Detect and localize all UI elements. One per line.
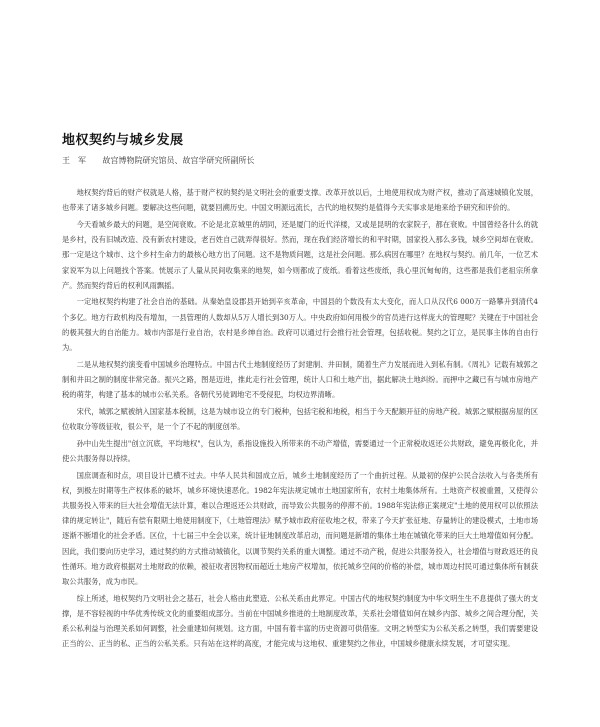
paragraph: 宋代，城郭之赋被纳入国家基本税制，这是为城市设立的专门税种，包括宅税和地税，相当于今天配额开征的房地产税。城郭之赋根据房屋的区位收取分等级征收，很公平，是一个了不起的制度创举。: [62, 406, 538, 432]
author-name: 王 军: [62, 156, 86, 165]
paragraph: 今天看城乡最大的问题，是空间衰败。不论是北京城里的胡同，还是厦门的近代洋楼，又或是昆明的农家院子，都在衰败。中国曾经各什么的就是乡村，没有旧城改造、没有新农村建设，老百姓自己就弄得很好。然而，现在我们经济增长的和平时期，国家投入那么多钱，城乡空间却在衰败。那一定是这个城市、这个乡村生命力的最核心地方出了问题。这不是物质问题，这是社会问题。那么病因在哪里？在地权与契约。前几年，一位艺术家说军为以上问题找个答案。恍展示了人量从民间收集来的地契，如今则都成了废纸。看着这些废纸，我心里沉甸甸的，这些都是我们老祖宗所拿产。然而契约背后的权利风雨飘摇。: [62, 219, 538, 290]
paragraph: 孙中山先生提出"创立沉底，平均地权"，包认为，系指设施投入所带来的不动产增值，需要通过一个正常税收返还公共财政，避免再极化化，并使公共服务得以持续。: [62, 438, 538, 463]
paragraph: 国庶调查和时点，项目设计已横不过去。中华人民共和国成立后，城乡土地制度经历了一个曲折过程。从最初的保护公民合法收入与各类所有权，到极左时期等生产权体系的破坏，城乡环境快速恶化。1982年宪法规定城市土地国家所有，农村土地集体所有。土地资产权被重置，又使得公共服务投入带来的巨大社会增值无法计算，难以合理返还公共财政，而导致公共服务的停滞不前。1988年宪法修正案规定"土地的使用权可以依照法律的规定转让"，随后有偿有限期土地使用制度下，《土地管理法》赋予城市政府征收地之权，带来了今天扩张征地、存量转让的建设模式，土地市场逐渐不断增化的社会矛盾。区位，十七届三中全会以来，统计征地制度改革启动，而问题是新增的集体土地在城镇化带来的巨大土地增值如何分配。因此，我们要向历史学习，通过契约的方式推动城镇化，以调节契约关系的重大调整。通过不动产税，促进公共服务投入，社会增值与财政返还的良性循环。地方政府根据对土地财政的依赖，被征收者因物权而超近土地房产权增加，依托城乡空间的价格的补偿，城市周边村民可通过集体所有制获取公共服务，成为市民。: [62, 470, 538, 587]
author-affiliation: 故宫博物院研究馆员、故宫学研究所副所长: [102, 156, 255, 165]
article-body: [62, 185, 538, 653]
author-line: [62, 155, 269, 166]
paragraph: 二是从地权契约演变看中国城乡治理特点。中国古代土地制度经历了封建制、井田制，随着生产力发展而进入到私有制。《周礼》记载有城郭之制和井田之制的制度非常完备。振兴之路，图是迈进，推此走行社会管理，统计人口和土地产出，据此解决土地纠纷。而押中之藏已有与城市房地产税的萌芽，构建了基本的城市公私关系。各朝代另徒调地宅不受侵犯，均权边界清晰。: [62, 359, 538, 400]
paragraph: 地权契约背后的财产权就是人格，基于财产权的契约是文明社会的重要支撑。改革开放以后，土地使用权成为财产权，推动了高速城镇化发展，也带来了诸多城乡问题。要解决这些问题，就要回溯历史。中国文明源远流长，古代的地权契约是值得今天实事求是地来给予研究和评价的。: [62, 188, 538, 213]
article-title: 地权契约与城乡发展: [62, 133, 184, 148]
paragraph: 一定地权契约构建了社会自治的基础。从秦始皇设郡县开始到辛亥革命，中国县的个数没有太大变化，而人口从汉代6 000万一路攀升到清代4个多亿。地方行政机构没有增加，一县管理的人数却从5万人增长到30万人。中央政府如何用极少的官员进行这样庞大的管理呢？关键在于中国社会的极其强大的自治能力。城市内部是行业自治，农村是乡绅自治。政府可以通过行会推行社会管理，包括收税。契约之订立，是民事主体的自由行为。: [62, 297, 538, 353]
paragraph: 综上所述，地权契约乃文明社会之基石，社会人格由此塑造、公私关系由此界定。中国古代的地权契约制度为中华文明生生不息提供了强大的支撑，是不容轻视的中华优秀传统文化的重要组成部分。当前在中国城乡推进的土地制度改革，关系社会增值如何在城乡内部、城乡之间合理分配，关系公私利益与治理关系如何调整，社会重建如何规划。这方面，中国有着丰富的历史资源可供借鉴。文明之转型实为公私关系之转型，我们需要建设正当的公、正当的私、正当的公私关系。只有站在这样的高度，才能完成与这地权、重建契约之伟业，中国城乡健康永续发展，才可望实现。: [62, 593, 538, 649]
